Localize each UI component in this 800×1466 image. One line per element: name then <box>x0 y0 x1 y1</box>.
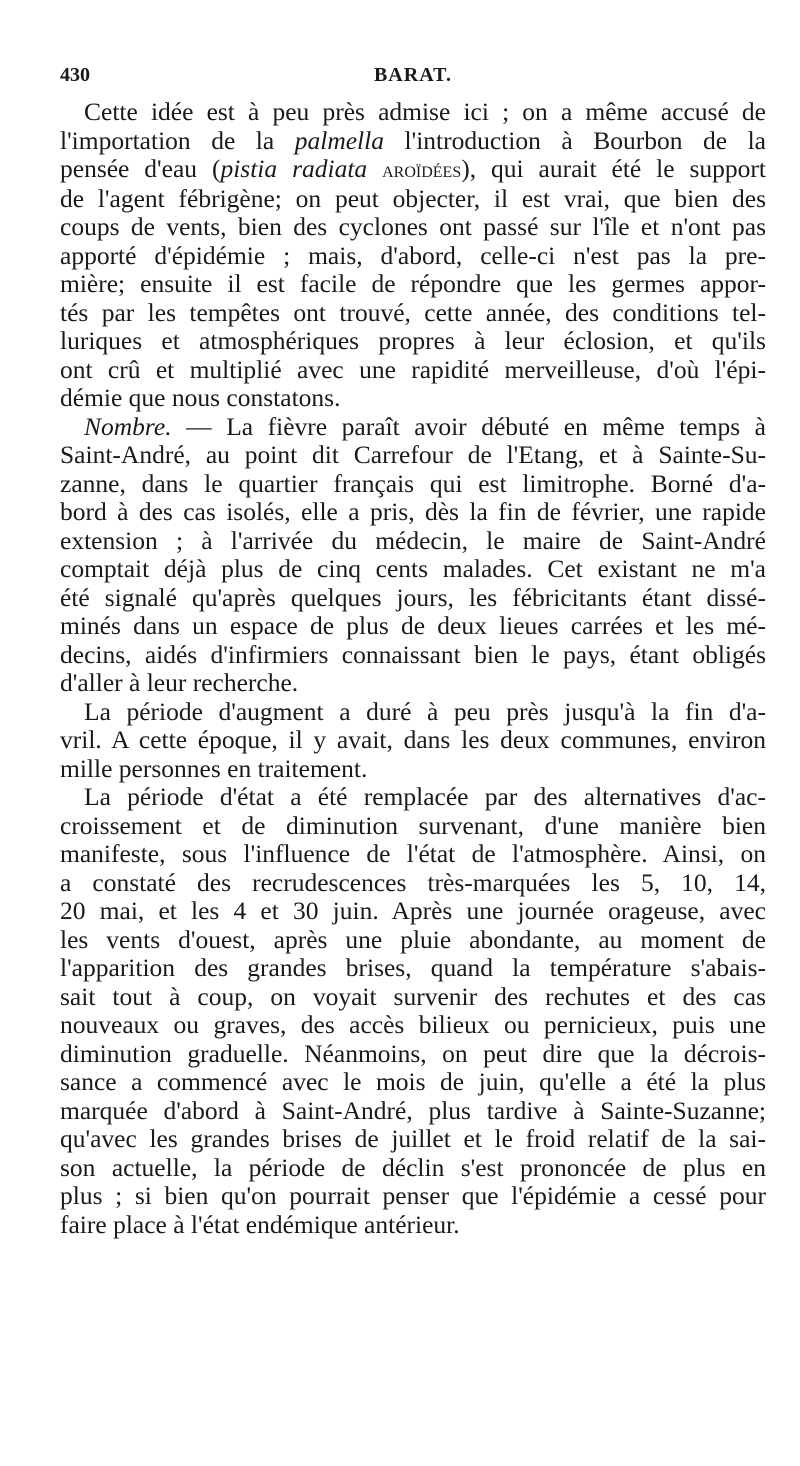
small-caps-text: aroïdées <box>382 157 462 182</box>
italic-text: pistia radiata <box>220 154 368 183</box>
text-line: mille personnes en traitement. <box>60 753 368 783</box>
text-line <box>60 413 766 442</box>
text-run <box>367 154 382 183</box>
text-line: faire place à l'état endémique antérieur. <box>60 1209 460 1239</box>
text-line: minés dans un espace de plus de deux lieues carrées et les mé- <box>60 611 766 640</box>
text-line: sait tout à coup, on voyait survenir des rechutes et des cas <box>60 981 766 1011</box>
text-line: ont crû et multiplié avec une rapidité merveilleuse, d'où l'épi- <box>60 354 766 384</box>
text-line: diminution graduelle. Néanmoins, on peut dire que la décrois- <box>60 1038 766 1068</box>
text-line: plus ; si bien qu'on pourrait penser que l'épidémie a cessé pour <box>60 1181 766 1210</box>
text-line: bord à des cas isolés, elle a pris, dès la fin de février, une rapide <box>60 497 766 526</box>
text-line: tés par les tempêtes ont trouvé, cette année, des conditions tel- <box>60 297 766 327</box>
text-run: l'introduction à Bourbon de la <box>383 125 766 155</box>
italic-text: palmella <box>294 125 384 155</box>
text-line: les vents d'ouest, après une pluie abondante, au moment de <box>60 924 766 954</box>
text-line: apporté d'épidémie ; mais, d'abord, celle-ci n'est pas la pre- <box>60 240 766 270</box>
text-line: La période d'augment a duré à peu près jusqu'à la fin d'a- <box>84 696 766 726</box>
text-line: extension ; à l'arrivée du médecin, le maire de Saint-André <box>60 525 766 555</box>
text-line: nouveaux ou graves, des accès bilieux ou pernicieux, puis une <box>60 1010 766 1039</box>
italic-text: Nombre. <box>84 411 172 441</box>
text-line: vril. A cette époque, il y avait, dans les deux communes, environ <box>60 725 766 754</box>
text-line: decins, aidés d'infirmiers connaissant bien le pays, étant obligés <box>60 639 766 669</box>
text-line: luriques et atmosphériques propres à leur éclosion, et qu'ils <box>60 326 766 355</box>
text-line: a constaté des recrudescences très-marquées les 5, 10, 14, <box>60 867 766 897</box>
text-line: Saint-André, au point dit Carrefour de l'Etang, et à Sainte-Su- <box>60 440 766 469</box>
running-title: BARAT. <box>373 64 453 86</box>
text-line: Cette idée est à peu près admise ici ; on a même accusé de <box>84 97 766 126</box>
text-line <box>60 155 766 185</box>
text-line: son actuelle, la période de déclin s'est prononcée de plus en <box>60 1152 766 1182</box>
text-line: zanne, dans le quartier français qui est limitrophe. Borné d'a- <box>60 468 766 498</box>
text-line: coups de vents, bien des cyclones ont passé sur l'île et n'ont pas <box>60 212 766 241</box>
text-line: été signalé qu'après quelques jours, les fébricitants étant dissé- <box>60 582 766 612</box>
text-line: La période d'état a été remplacée par des alternatives d'ac- <box>84 782 766 811</box>
body-text <box>60 98 766 1239</box>
page-number: 430 <box>60 64 90 86</box>
text-run: l'importation de la <box>60 125 295 155</box>
book-page <box>60 64 766 1239</box>
text-line: mière; ensuite il est facile de répondre que les germes appor- <box>60 269 766 298</box>
text-line: qu'avec les grandes brises de juillet et le froid relatif de la sai- <box>60 1124 766 1153</box>
text-line: d'aller à leur recherche. <box>60 668 299 697</box>
text-line: sance a commencé avec le mois de juin, qu'elle a été la plus <box>60 1067 766 1096</box>
text-line: comptait déjà plus de cinq cents malades. Cet existant ne m'a <box>60 554 766 583</box>
text-line: croissement et de diminution survenant, d'une manière bien <box>60 810 766 840</box>
text-line: marquée d'abord à Saint-André, plus tardive à Sainte-Suzanne; <box>60 1095 766 1125</box>
text-line: l'apparition des grandes brises, quand la température s'abais- <box>60 953 766 982</box>
running-head <box>60 64 766 98</box>
text-line: de l'agent fébrigène; on peut objecter, il est vrai, que bien des <box>60 183 766 213</box>
text-line: démie que nous constatons. <box>60 383 341 412</box>
text-line: 20 mai, et les 4 et 30 juin. Après une journée orageuse, avec <box>60 896 766 925</box>
text-line <box>60 127 766 156</box>
text-line: manifeste, sous l'influence de l'état de l'atmosphère. Ainsi, on <box>60 839 766 868</box>
text-run: pensée d'eau ( <box>60 154 221 183</box>
text-run: — La fièvre paraît avoir débuté en même temps à <box>171 411 766 441</box>
text-run: ), qui aurait été le support <box>461 154 766 183</box>
